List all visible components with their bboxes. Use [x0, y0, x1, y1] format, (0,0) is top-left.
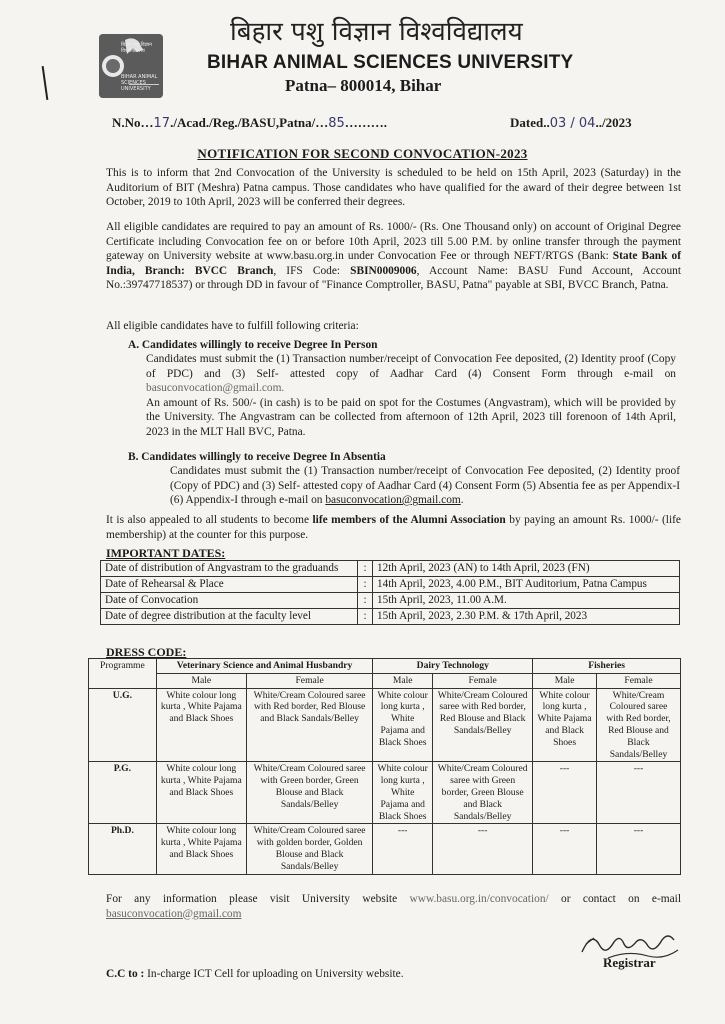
male-header: Male: [533, 673, 597, 688]
colon-separator: :: [358, 609, 373, 625]
male-header: Male: [156, 673, 246, 688]
female-header: Female: [596, 673, 680, 688]
date-value: 15th April, 2023, 11.00 A.M.: [373, 593, 680, 609]
dress-cell: White colour long kurta , White Pajama and Black Shoes: [156, 688, 246, 762]
dress-cell: ---: [596, 824, 680, 874]
dress-cell: ---: [533, 824, 597, 874]
date-label: Date of distribution of Angvastram to the graduands: [101, 561, 358, 577]
group-header-fisheries: Fisheries: [533, 659, 681, 674]
group-header-dairy: Dairy Technology: [373, 659, 533, 674]
dress-cell: White/Cream Coloured saree with Red border, Red Blouse and Black Sandals/Belley: [596, 688, 680, 762]
colon-separator: :: [358, 561, 373, 577]
dress-cell: ---: [596, 762, 680, 824]
dress-cell: ---: [433, 824, 533, 874]
programme-cell: Ph.D.: [89, 824, 157, 874]
notification-number: N.No…17./Acad./Reg./BASU,Patna/…85……….: [112, 115, 388, 131]
alumni-highlight: life members of the Alumni Association: [312, 514, 506, 526]
cc-line: C.C to : In-charge ICT Cell for uploading on University website.: [106, 968, 404, 980]
dress-cell: White colour long kurta , White Pajama and Black Shoes: [156, 762, 246, 824]
table-row: [101, 577, 680, 593]
programme-header: Programme: [89, 659, 157, 689]
dress-cell: White/Cream Coloured saree with Red border, Red Blouse and Black Sandals/Belley: [246, 688, 372, 762]
female-header: Female: [433, 673, 533, 688]
colon-separator: :: [358, 577, 373, 593]
table-row: [89, 688, 681, 762]
section-b-email-link[interactable]: basuconvocation@gmail.com: [325, 494, 461, 506]
dress-cell: White colour long kurta , White Pajama and Black Shoes: [373, 688, 433, 762]
section-b-heading: B. Candidates willingly to receive Degree In Absentia: [128, 451, 386, 463]
section-b-body: Candidates must submit the (1) Transaction number/receipt of Convocation Fee deposited, (2) Identity proof (Copy of PDC) and (3) Self- attested copy of Aadhar Card (4) Consent Form (5) Absentia fee as per Appendix-I (6) Appendix-I through e-mail on basuconvocation@gmail.com.: [170, 465, 680, 506]
dress-cell: ---: [533, 762, 597, 824]
university-address: Patna– 800014, Bihar: [285, 76, 442, 95]
male-header: Male: [373, 673, 433, 688]
section-a-email-link[interactable]: basuconvocation@gmail.com.: [146, 382, 285, 394]
notification-date: Dated..03 / 04../2023: [510, 115, 632, 131]
fee-paragraph: All eligible candidates are required to pay an amount of Rs. 1000/- (Rs. One Thousand only) on account of Original Degree Certificate including Convocation fee on or before 10th April, 2023 till 5.00 P.M. by online transfer through the payment gateway on University website at www.basu.org.in under Convocation Fee or through NEFT/RTGS (Bank: State Bank of India, Branch: BVCC Branch, IFS Code: SBIN0009006, Account Name: BASU Fund Account, Account No.:39747718537) or through DD in favour of "Finance Comptroller, BASU, Patna" payable at SBI, BVCC Branch, Patna.: [106, 221, 681, 291]
date-label: Date of Convocation: [101, 593, 358, 609]
registrar-title: Registrar: [603, 955, 656, 970]
table-row: [101, 561, 680, 577]
website-link[interactable]: www.basu.org.in/convocation/: [409, 893, 549, 905]
important-dates-table: [100, 560, 680, 625]
notification-title: NOTIFICATION FOR SECOND CONVOCATION-2023: [197, 146, 528, 161]
dress-cell: White/Cream Coloured saree with Green border, Green Blouse and Black Sandals/Belley: [433, 762, 533, 824]
colon-separator: :: [358, 593, 373, 609]
dress-cell: White/Cream Coloured saree with golden border, Golden Blouse and Black Sandals/Belley: [246, 824, 372, 874]
handwritten-date: 03 / 04: [549, 116, 596, 131]
intro-paragraph: This is to inform that 2nd Convocation of the University is scheduled to be held on 15th April, 2023 (Saturday) in the Auditorium of BIT (Meshra) Patna campus. Those candidates who have qualified for the award of their degree between 1st October, 2019 to 10th April, 2023 will be conferred their degrees.: [106, 167, 681, 208]
dress-cell: White/Cream Coloured saree with Red border, Red Blouse and Black Sandals/Belley: [433, 688, 533, 762]
contact-email-link[interactable]: basuconvocation@gmail.com: [106, 907, 242, 920]
table-row: [89, 762, 681, 824]
female-header: Female: [246, 673, 372, 688]
contact-paragraph: For any information please visit University website www.basu.org.in/convocation/ or contact on e-mail basuconvocation@gmail.com: [106, 893, 681, 920]
letterhead: [95, 12, 635, 102]
dress-cell: White colour long kurta , White Pajama and Black Shoes: [373, 762, 433, 824]
handwritten-number: 17: [153, 116, 171, 131]
dress-cell: White/Cream Coloured saree with Green border, Green Blouse and Black Sandals/Belley: [246, 762, 372, 824]
date-label: Date of Rehearsal & Place: [101, 577, 358, 593]
table-row: [101, 609, 680, 625]
dress-cell: White colour long kurta , White Pajama and Black Shoes: [533, 688, 597, 762]
date-value: 14th April, 2023, 4.00 P.M., BIT Auditorium, Patna Campus: [373, 577, 680, 593]
section-a-heading: A. Candidates willingly to receive Degree In Person: [128, 339, 378, 351]
handwritten-serial: 85: [328, 116, 345, 131]
dress-cell: ---: [373, 824, 433, 874]
group-header-vet: Veterinary Science and Animal Husbandry: [156, 659, 373, 674]
dress-code-title: DRESS CODE:: [106, 645, 187, 659]
dress-cell: White colour long kurta , White Pajama and Black Shoes: [156, 824, 246, 874]
university-name-english: BIHAR ANIMAL SCIENCES UNIVERSITY: [207, 52, 574, 73]
bank-name: State Bank of India, Branch: BVCC Branch: [106, 250, 681, 277]
programme-cell: P.G.: [89, 762, 157, 824]
table-row: [101, 593, 680, 609]
programme-cell: U.G.: [89, 688, 157, 762]
important-dates-title: IMPORTANT DATES:: [106, 546, 226, 560]
logo-english-text: BIHAR ANIMAL SCIENCES UNIVERSITY: [121, 74, 158, 92]
cc-label: C.C to :: [106, 968, 145, 980]
table-row: [89, 824, 681, 874]
logo-hindi-text: बिहार पशु विज्ञान विश्वविद्यालय: [121, 42, 152, 54]
date-value: 15th April, 2023, 2.30 P.M. & 17th April, 2023: [373, 609, 680, 625]
criteria-paragraph: All eligible candidates have to fulfill following criteria:: [106, 320, 359, 332]
ifsc-code: SBIN0009006: [350, 264, 417, 277]
university-logo: [99, 34, 163, 98]
university-name-hindi: बिहार पशु विज्ञान विश्वविद्यालय: [230, 17, 523, 47]
table-header-row: [89, 659, 681, 674]
section-a-body: Candidates must submit the (1) Transaction number/receipt of Convocation Fee deposited, (2) Identity proof (Copy of PDC) and (3) Self- attested copy of Aadhar Card (4) Consent Form through e-mail on basuconvocation@gmail.com. An amount of Rs. 500/- (in cash) is to be paid on spot for the Costumes (Angvastram), which will be provided by the University. The Angvastram can be collected from afternoon of 12th April, 2023 till forenoon of 14th April, 2023 in the MLT Hall BVC, Patna.: [146, 353, 676, 438]
date-label: Date of degree distribution at the faculty level: [101, 609, 358, 625]
date-value: 12th April, 2023 (AN) to 14th April, 2023 (FN): [373, 561, 680, 577]
table-subheader-row: [89, 673, 681, 688]
dress-code-table: [88, 658, 681, 875]
margin-pen-mark: [42, 66, 49, 100]
alumni-paragraph: It is also appealed to all students to become life members of the Alumni Association by paying an amount Rs. 1000/- (life membership) at the counter for this purpose.: [106, 514, 681, 541]
